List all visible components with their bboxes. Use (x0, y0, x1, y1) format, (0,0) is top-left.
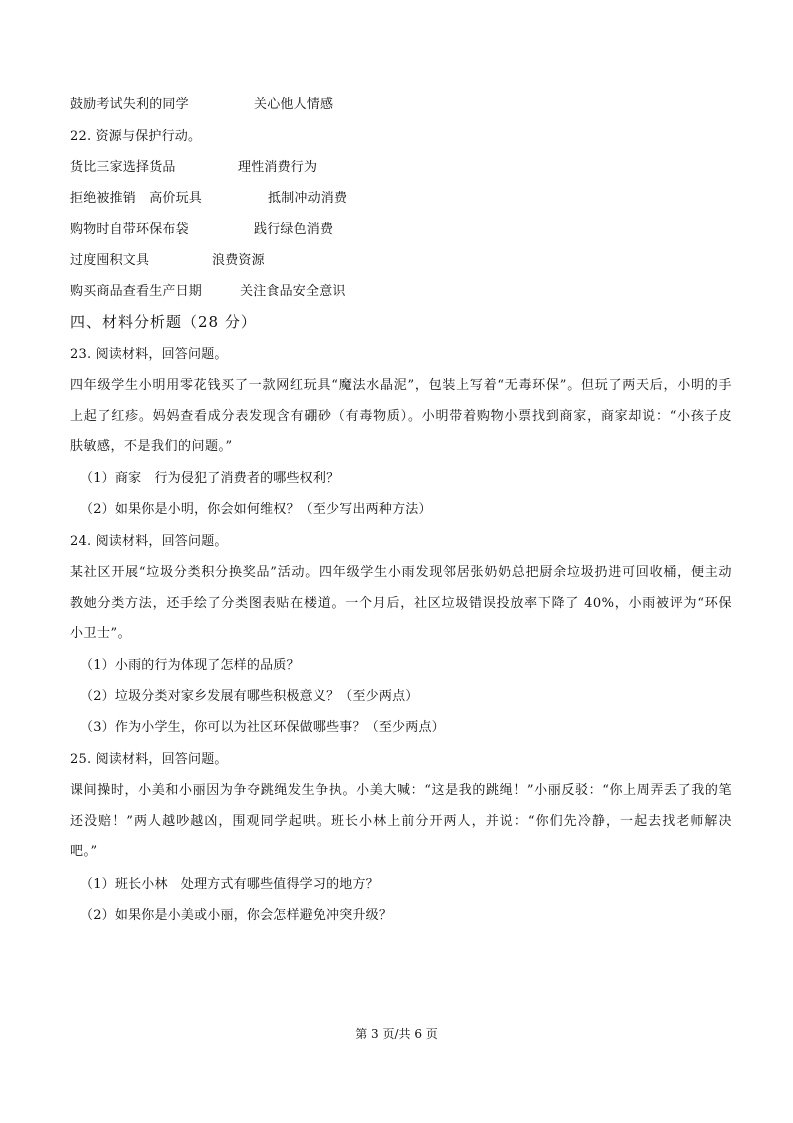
match-left: 货比三家选择货品 (70, 160, 176, 175)
match-left: 购物时自带环保布袋 (70, 222, 189, 237)
question-22-title: 22. 资源与保护行动。 (70, 129, 202, 144)
match-right: 抵制冲动消费 (268, 191, 348, 206)
question-23-intro: 23. 阅读材料，回答问题。 (70, 347, 228, 362)
match-left: 拒绝被推销 高价玩具 (70, 191, 203, 206)
question-25-intro: 25. 阅读材料，回答问题。 (70, 752, 228, 767)
match-right: 理性消费行为 (238, 160, 318, 175)
match-left: 鼓励考试失利的同学 (70, 97, 189, 112)
question-24-sub-1: （1）小雨的行为体现了怎样的品质？ (80, 658, 300, 673)
match-right: 关注食品安全意识 (240, 284, 346, 299)
page-number: 第 3 页/共 6 页 (355, 1027, 438, 1041)
question-25-sub-1: （1）班长小林 处理方式有哪些值得学习的地方？ (80, 877, 379, 892)
section-heading: 四、材料分析题（28 分） (70, 313, 257, 331)
match-right: 践行绿色消费 (254, 222, 334, 237)
match-left: 购买商品查看生产日期 (70, 284, 203, 299)
question-24-intro: 24. 阅读材料，回答问题。 (70, 534, 228, 549)
question-23-sub-1: （1）商家 行为侵犯了消费者的哪些权利？ (80, 471, 340, 486)
question-24-sub-2: （2）垃圾分类对家乡发展有哪些积极意义？（至少两点） (80, 689, 419, 704)
question-24-sub-3: （3）作为小学生，你可以为社区环保做哪些事？（至少两点） (80, 720, 445, 735)
question-23-sub-2: （2）如果你是小明，你会如何维权？（至少写出两种方法） (80, 502, 432, 517)
match-right: 关心他人情感 (254, 97, 334, 112)
question-24-material: 某社区开展“垃圾分类积分换奖品”活动。四年级学生小雨发现邻居张奶奶总把厨余垃圾扔进可回收桶，便主动教她分类方法，还手绘了分类图表贴在楼道。一个月后，社区垃圾错误投放率下降了 40%，小雨被评为“环保小卫士”。 (70, 565, 732, 641)
question-25-material: 课间操时，小美和小丽因为争夺跳绳发生争执。小美大喊：“这是我的跳绳！”小丽反驳：“你上周弄丢了我的笔还没赔！”两人越吵越凶，围观同学起哄。班长小林上前分开两人，并说：“你们先冷静，一起去找老师解决吧。” (70, 783, 732, 859)
match-right: 浪费资源 (212, 253, 265, 268)
question-25-sub-2: （2）如果你是小美或小丽，你会怎样避免冲突升级？ (80, 908, 393, 923)
question-23-material: 四年级学生小明用零花钱买了一款网红玩具“魔法水晶泥”，包装上写着“无毒环保”。但玩了两天后，小明的手上起了红疹。妈妈查看成分表发现含有硼砂（有毒物质）。小明带着购物小票找到商家，商家却说：“小孩子皮肤敏感，不是我们的问题。” (70, 378, 732, 454)
match-left: 过度囤积文具 (70, 253, 150, 268)
